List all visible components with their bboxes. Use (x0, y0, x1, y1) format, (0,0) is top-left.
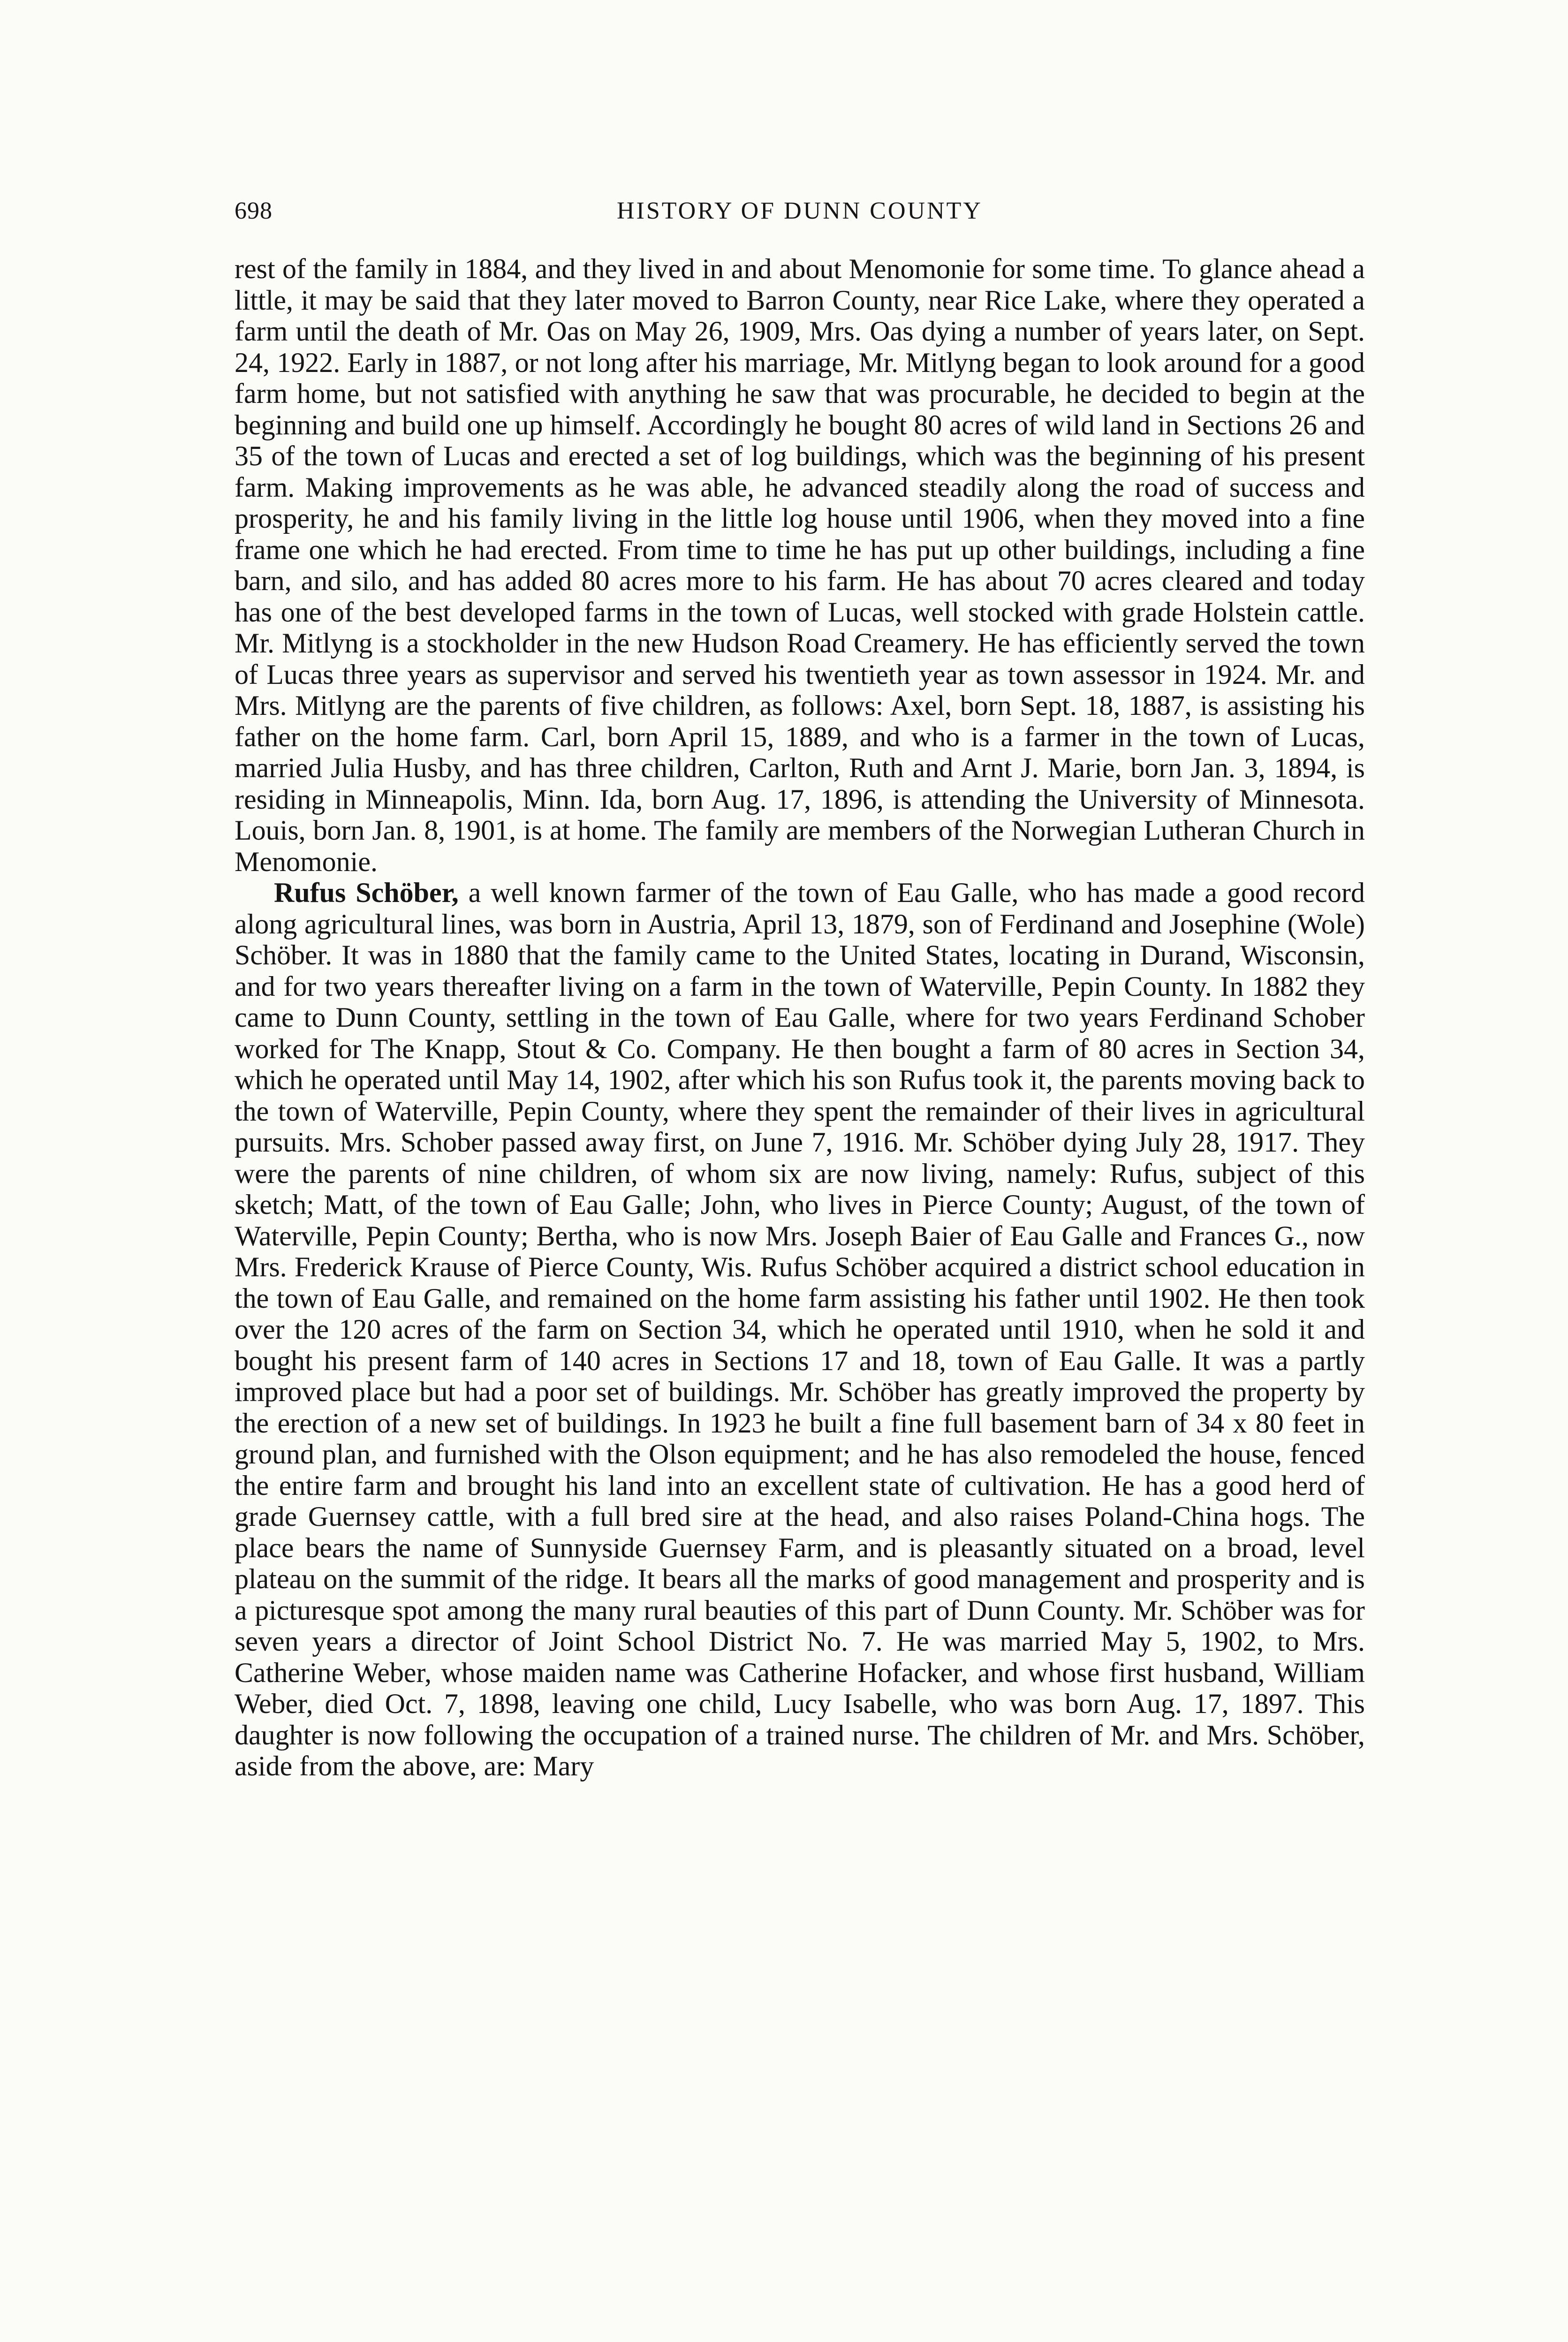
biography-subject-name: Rufus Schöber, (274, 877, 459, 908)
body-text (235, 253, 1365, 1782)
page-number: 698 (235, 197, 273, 224)
page-header (235, 197, 1365, 235)
paragraph-mitlyng-continued (235, 253, 1365, 877)
running-head: HISTORY OF DUNN COUNTY (617, 197, 983, 224)
paragraph-text: rest of the family in 1884, and they lived in and about Menomonie for some time. To glance ahead a little, it may be said that they later moved to Barron County, near Rice Lake, where they operated a farm until the death of Mr. Oas on May 26, 1909, Mrs. Oas dying a number of years later, on Sept. 24, 1922. Early in 1887, or not long after his marriage, Mr. Mitlyng began to look around for a good farm home, but not satisfied with anything he saw that was procurable, he decided to begin at the beginning and build one up himself. Accordingly he bought 80 acres of wild land in Sections 26 and 35 of the town of Lucas and erected a set of log buildings, which was the beginning of his present farm. Making improvements as he was able, he advanced steadily along the road of success and prosperity, he and his family living in the little log house until 1906, when they moved into a fine frame one which he had erected. From time to time he has put up other buildings, including a fine barn, and silo, and has added 80 acres more to his farm. He has about 70 acres cleared and today has one of the best developed farms in the town of Lucas, well stocked with grade Holstein cattle. Mr. Mitlyng is a stockholder in the new Hudson Road Creamery. He has efficiently served the town of Lucas three years as supervisor and served his twentieth year as town assessor in 1924. Mr. and Mrs. Mitlyng are the parents of five children, as follows: Axel, born Sept. 18, 1887, is assisting his father on the home farm. Carl, born April 15, 1889, and who is a farmer in the town of Lucas, married Julia Husby, and has three children, Carlton, Ruth and Arnt J. Marie, born Jan. 3, 1894, is residing in Minneapolis, Minn. Ida, born Aug. 17, 1896, is attending the University of Minnesota. Louis, born Jan. 8, 1901, is at home. The family are members of the Norwegian Lutheran Church in Menomonie. (235, 253, 1365, 877)
paragraph-rufus-schober (235, 877, 1365, 1782)
paragraph-text: a well known farmer of the town of Eau Galle, who has made a good record along agricultural lines, was born in Austria, April 13, 1879, son of Ferdinand and Josephine (Wole) Schöber. It was in 1880 that the family came to the United States, locating in Durand, Wisconsin, and for two years thereafter living on a farm in the town of Waterville, Pepin County. In 1882 they came to Dunn County, settling in the town of Eau Galle, where for two years Ferdinand Schober worked for The Knapp, Stout & Co. Company. He then bought a farm of 80 acres in Section 34, which he operated until May 14, 1902, after which his son Rufus took it, the parents moving back to the town of Waterville, Pepin County, where they spent the remainder of their lives in agricultural pursuits. Mrs. Schober passed away first, on June 7, 1916. Mr. Schöber dying July 28, 1917. They were the parents of nine children, of whom six are now living, namely: Rufus, subject of this sketch; Matt, of the town of Eau Galle; John, who lives in Pierce County; August, of the town of Waterville, Pepin County; Bertha, who is now Mrs. Joseph Baier of Eau Galle and Frances G., now Mrs. Frederick Krause of Pierce County, Wis. Rufus Schöber acquired a district school education in the town of Eau Galle, and remained on the home farm assisting his father until 1902. He then took over the 120 acres of the farm on Section 34, which he operated until 1910, when he sold it and bought his present farm of 140 acres in Sections 17 and 18, town of Eau Galle. It was a partly improved place but had a poor set of buildings. Mr. Schöber has greatly improved the property by the erection of a new set of buildings. In 1923 he built a fine full basement barn of 34 x 80 feet in ground plan, and furnished with the Olson equipment; and he has also remodeled the house, fenced the entire farm and brought his land into an excellent state of cultivation. He has a good herd of grade Guernsey cattle, with a full bred sire at the head, and also raises Poland-China hogs. The place bears the name of Sunnyside Guernsey Farm, and is pleasantly situated on a broad, level plateau on the summit of the ridge. It bears all the marks of good management and prosperity and is a picturesque spot among the many rural beauties of this part of Dunn County. Mr. Schöber was for seven years a director of Joint School District No. 7. He was married May 5, 1902, to Mrs. Catherine Weber, whose maiden name was Catherine Hofacker, and whose first husband, William Weber, died Oct. 7, 1898, leaving one child, Lucy Isabelle, who was born Aug. 17, 1897. This daughter is now following the occupation of a trained nurse. The children of Mr. and Mrs. Schöber, aside from the above, are: Mary (235, 877, 1365, 1781)
